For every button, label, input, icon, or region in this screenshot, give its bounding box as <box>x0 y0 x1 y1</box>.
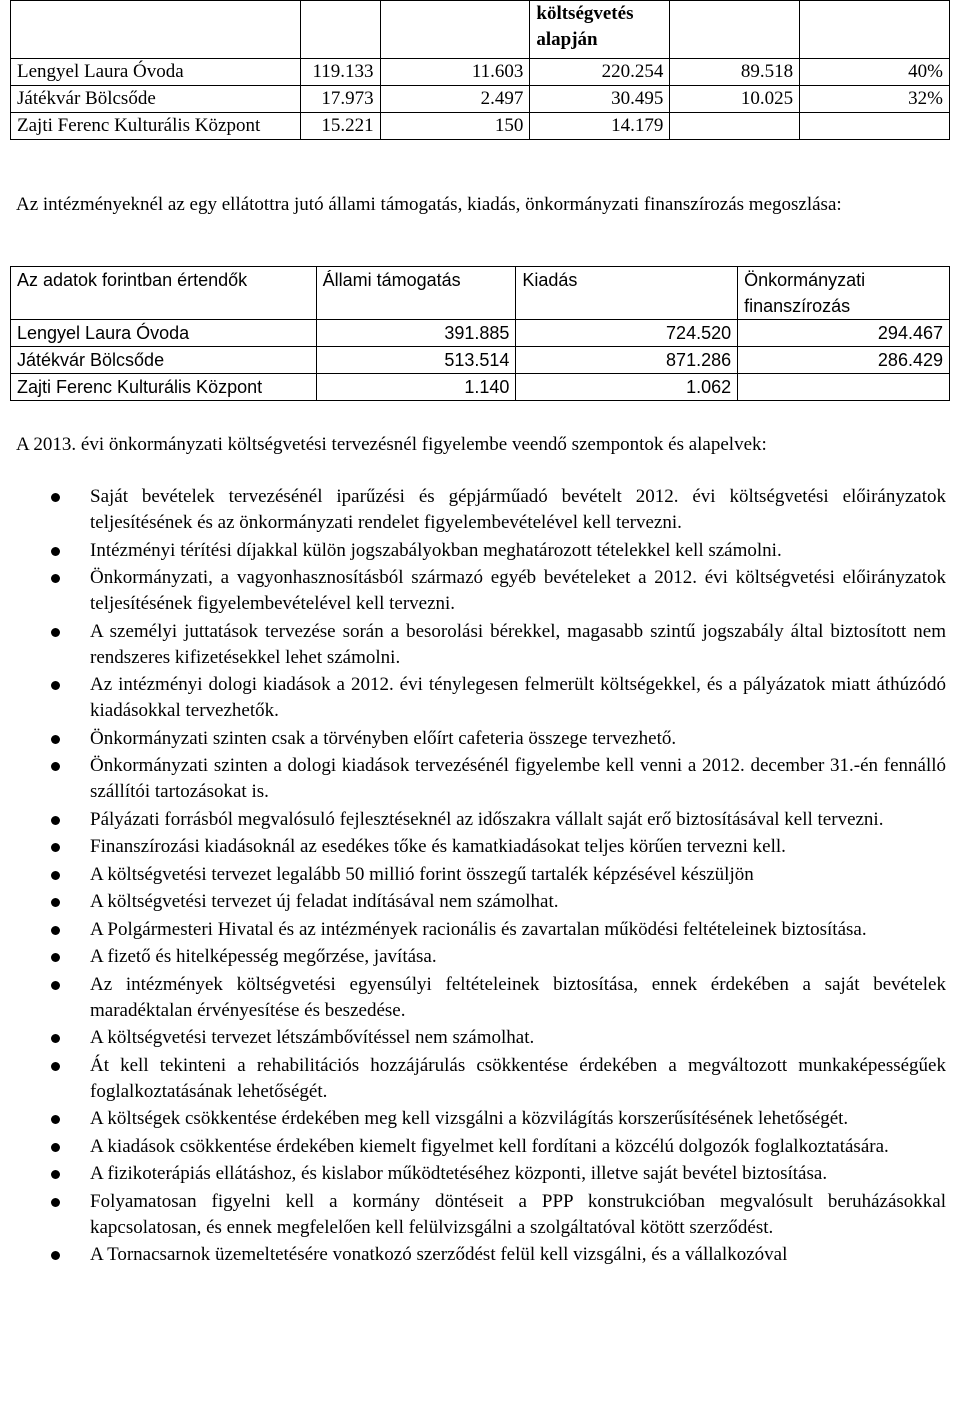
bullet-icon <box>51 493 60 502</box>
list-item-text: A költségek csökkentése érdekében meg kell vizsgálni a közvilágítás korszerűsítésének lehetőségét. <box>90 1108 849 1129</box>
percent-cell <box>800 113 950 140</box>
value-cell: 724.520 <box>516 320 738 347</box>
list-item-text: Önkormányzati szinten csak a törvényben előírt cafeteria összege tervezhető. <box>90 727 677 749</box>
list-item-text: Saját bevételek tervezésénél iparűzési és gépjárműadó bevételt 2012. évi költségvetési előirányzatok teljesítésének és az önkormányzati rendelet figyelembevételével kell tervezni. <box>90 486 946 533</box>
list-item <box>90 1106 946 1132</box>
list-item <box>90 619 946 671</box>
value-cell: 30.495 <box>530 86 670 113</box>
institution-name: Lengyel Laura Óvoda <box>11 59 301 86</box>
list-item <box>90 1134 946 1160</box>
value-cell: 119.133 <box>300 59 380 86</box>
value-cell: 294.467 <box>738 320 950 347</box>
bullet-icon <box>51 898 60 907</box>
bullet-icon <box>51 1170 60 1179</box>
list-item-text: A Polgármesteri Hivatal és az intézmények racionális és zavartalan működési feltételeinek biztosítása. <box>90 918 867 940</box>
table-header-row <box>11 267 950 320</box>
bullet-icon <box>51 762 60 771</box>
bullet-icon <box>51 628 60 637</box>
list-item <box>90 1242 946 1268</box>
value-cell: 11.603 <box>380 59 530 86</box>
column-header: Az adatok forintban értendők <box>11 267 317 320</box>
institution-name: Játékvár Bölcsőde <box>11 347 317 374</box>
per-capita-table <box>10 266 950 401</box>
value-cell: 871.286 <box>516 347 738 374</box>
bullet-icon <box>51 1034 60 1043</box>
column-header: Önkormányzati finanszírozás <box>738 267 950 320</box>
value-cell: 150 <box>380 113 530 140</box>
list-item-text: Pályázati forrásból megvalósuló fejlesztéseknél az időszakra vállalt saját erő biztosításával kell tervezni. <box>90 808 884 830</box>
table-row <box>11 86 950 113</box>
value-cell: 17.973 <box>300 86 380 113</box>
list-item <box>90 917 946 943</box>
bullet-icon <box>51 926 60 935</box>
bullet-icon <box>51 547 60 556</box>
list-item-text: A költségvetési tervezet létszámbővítéssel nem számolhat. <box>90 1027 535 1048</box>
bullet-icon <box>51 843 60 852</box>
value-cell: 15.221 <box>300 113 380 140</box>
value-cell: 1.140 <box>316 374 516 401</box>
list-item <box>90 538 946 564</box>
bullet-icon <box>51 681 60 690</box>
list-item-text: Át kell tekinteni a rehabilitációs hozzájárulás csökkentése érdekében a megváltozott munkaképességűek foglalkoztatásának lehetőségét. <box>90 1054 946 1102</box>
list-item <box>90 672 946 724</box>
list-item <box>90 484 946 536</box>
value-cell: 391.885 <box>316 320 516 347</box>
list-item-text: Folyamatosan figyelni kell a kormány döntéseit a PPP konstrukcióban megvalósult beruházásokkal kapcsolatosan, és ennek megfelelően kell felülvizsgálni a szolgáltatóval kötött szerződést. <box>90 1190 946 1238</box>
list-item <box>90 1189 946 1241</box>
list-item <box>90 972 946 1024</box>
list-item <box>90 834 946 860</box>
list-item-text: Önkormányzati szinten a dologi kiadások tervezésénél figyelembe kell venni a 2012. december 31.-én fennálló szállítói tartozásokat is. <box>90 755 946 802</box>
list-item <box>90 944 946 970</box>
budget-table <box>10 0 950 140</box>
bullet-icon <box>51 981 60 990</box>
list-item <box>90 1053 946 1105</box>
value-cell <box>670 113 800 140</box>
table-row <box>11 374 950 401</box>
bullet-icon <box>51 953 60 962</box>
list-item <box>90 807 946 833</box>
list-item-text: A kiadások csökkentése érdekében kiemelt figyelmet kell fordítani a közcélú dolgozók foglalkoztatására. <box>90 1135 889 1157</box>
list-item-text: Önkormányzati, a vagyonhasznosításból származó egyéb bevételeket a 2012. évi költségvetési előirányzatok teljesítésének figyelembevételével kell tervezni. <box>90 567 946 614</box>
value-cell: 10.025 <box>670 86 800 113</box>
table-row <box>11 347 950 374</box>
list-item-text: A fizető és hitelképesség megőrzése, javítása. <box>90 946 437 967</box>
value-cell: 1.062 <box>516 374 738 401</box>
institution-name: Lengyel Laura Óvoda <box>11 320 317 347</box>
list-item <box>90 889 946 915</box>
bullet-icon <box>51 574 60 583</box>
column-header: Kiadás <box>516 267 738 320</box>
section-heading: A 2013. évi önkormányzati költségvetési tervezésnél figyelembe veendő szempontok és alapelvek: <box>16 434 767 455</box>
list-item-text: A fizikoterápiás ellátáshoz, és kislabor működtetéséhez központi, illetve saját bevétel biztosítása. <box>90 1163 828 1184</box>
list-item <box>90 726 946 752</box>
value-cell <box>738 374 950 401</box>
institution-name: Játékvár Bölcsőde <box>11 86 301 113</box>
list-item <box>90 753 946 805</box>
percent-cell: 40% <box>800 59 950 86</box>
value-cell: 89.518 <box>670 59 800 86</box>
value-cell: 220.254 <box>530 59 670 86</box>
list-item-text: Az intézmények költségvetési egyensúlyi feltételeinek biztosítása, ennek érdekében a saját bevételek maradéktalan érvényesítése és beszedése. <box>90 973 946 1021</box>
bullet-icon <box>51 735 60 744</box>
bullet-icon <box>51 816 60 825</box>
list-item-text: A személyi juttatások tervezése során a besorolási bérekkel, magasabb szintű jogszabály által biztosított nem rendszeres kifizetésekkel lehet számolni. <box>90 620 946 668</box>
bullet-icon <box>51 1143 60 1152</box>
institution-name: Zajti Ferenc Kulturális Központ <box>11 113 301 140</box>
list-item-text: A költségvetési tervezet legalább 50 millió forint összegű tartalék képzésével készüljön <box>90 863 754 885</box>
list-item <box>90 1161 946 1187</box>
bullet-icon <box>51 1062 60 1071</box>
value-cell: 2.497 <box>380 86 530 113</box>
list-item-text: Finanszírozási kiadásoknál az esedékes tőke és kamatkiadásokat teljes körűen tervezni kell. <box>90 836 786 857</box>
column-header: Állami támogatás <box>316 267 516 320</box>
list-item <box>90 1025 946 1051</box>
institution-name: Zajti Ferenc Kulturális Központ <box>11 374 317 401</box>
bullet-icon <box>51 1115 60 1124</box>
table-row <box>11 59 950 86</box>
bullet-icon <box>51 871 60 880</box>
percent-cell: 32% <box>800 86 950 113</box>
list-item-text: A költségvetési tervezet új feladat indításával nem számolhat. <box>90 891 559 912</box>
value-cell: 286.429 <box>738 347 950 374</box>
value-cell: 513.514 <box>316 347 516 374</box>
table-row <box>11 320 950 347</box>
list-item <box>90 862 946 888</box>
list-item <box>90 565 946 617</box>
value-cell: 14.179 <box>530 113 670 140</box>
principles-list <box>90 484 946 1270</box>
bullet-icon <box>51 1251 60 1260</box>
header-cell-budget-basis: költségvetés alapján <box>530 1 670 59</box>
table-header-row <box>11 1 950 59</box>
list-item-text: A Tornacsarnok üzemeltetésére vonatkozó szerződést felül kell vizsgálni, és a vállalkozóval <box>90 1244 788 1265</box>
intro-paragraph: Az intézményeknél az egy ellátottra jutó állami támogatás, kiadás, önkormányzati finanszírozás megoszlása: <box>16 194 842 215</box>
list-item-text: Intézményi térítési díjakkal külön jogszabályokban meghatározott tételekkel kell számolni. <box>90 539 782 561</box>
table-row <box>11 113 950 140</box>
bullet-icon <box>51 1198 60 1207</box>
list-item-text: Az intézményi dologi kiadások a 2012. évi ténylegesen felmerült költségekkel, és a pályázatok miatt áthúzódó kiadásokkal tervezhetők. <box>90 674 946 721</box>
